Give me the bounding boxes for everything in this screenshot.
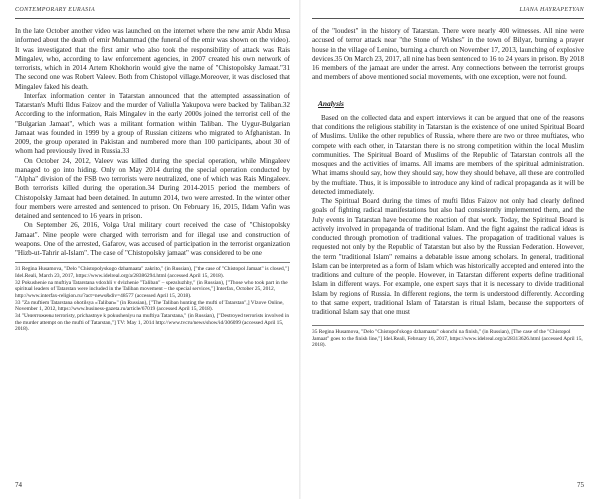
body-paragraph: The Spiritual Board during the times of mufti Ildus Faizov not only had clearly defined goals of fighting radical manifestations but also had consistently implemented them, and the July events in Tatarstan have become the reaction of that work. Today, the Spiritual Board is actively involved in propaganda of traditional Islam. And the fight against the radical ideas is conducted through promotion of traditional values. The propagation of traditional values is requested not only by the Republic of Tatarstan but also by the Russian Federation. However, the term "traditional Islam" remains a debatable issue among scholars. In general, traditional Islam can be interpreted as a form of Islam which was historically accepted and entered into the traditions and culture of the people. However, in Tatarstan different experts define traditional Islam in different ways. For example, one expert says that it is necessary to divide traditional Islam by regions of Russia. In different regions, the term is understood differently. According to that same expert, traditional Islam of Tatarstan is ritual Islam, because the supporters of traditional Islam say that one must — [312, 197, 584, 316]
section-heading-analysis: Analysis — [318, 98, 344, 108]
right-page — [300, 0, 600, 499]
footnote: 32 Pokushenie na muftiya Tatarstana vdoxhli v dvizhenie "Taliban" – spezsluzhby," (in Russian), ["Those who took part in the spiritual leaders of Tatarstan were included in the Taliban movement – the special services,"] Interfax, October 25, 2012, http://www.interfax-religion.ru/?act=news&div=48577 (accessed April 15, 2018). — [15, 279, 288, 299]
right-body-text — [312, 27, 584, 317]
left-footnotes — [15, 262, 290, 333]
page-number-right: 75 — [577, 481, 584, 489]
body-paragraph: of the "loudest" in the history of Tatarstan. There were nearly 400 witnesses. All nine were accused of terror attack near "the Stone of Wishes" in the town of Bilyar, burning a prayer house in the village of Lenino, burning a church on November 17, 2013, launching of explosive devices.35 On March 23, 2017, all nine has been sentenced to 16 to 24 years in prison. By 2018 16 members of the jamaat are under the arrest. Any connections between the terrorist groups and members of above mentioned social movements, with one exception, were not found. — [312, 27, 584, 82]
body-paragraph: On October 24, 2012, Valeev was killed during the special operation, while Mingaleev managed to go into hiding. Only on May 2014 during the special operation conducted by "Alpha" division of the FSB two terrorists were neutralized, one of which was Rais Mingaleev. Both terrorists killed during the operation.34 During 2014-2015 period the members of Chistopolsky Jamaat had been detained. In autumn 2014, two were arrested. In the winter other four members were arrested and sentenced to prison. On February 16, 2015, Ildam Vafin was detained and sentenced to 16 years in prison. — [15, 156, 290, 220]
body-paragraph: On September 26, 2016, Volga Ural military court received the case of "Chistopolsky Jamaat". Nine people were charged with terrorism and for illegal use and construction of weapons. One of the arrested, Gafarov, was accused of participation in the terrorist organization "Hizb-ut-Tahrir al-Islam". The case of "Chistopolsky jamaat" was considered to be one — [15, 221, 290, 257]
body-paragraph: Based on the collected data and expert interviews it can be argued that one of the reasons that conditions the religious stability in Tatarstan is the existence of one united Spiritual Board of Muslims. Unlike the other republics of Russia, where there are two or three muftiates, who compete with each other, in Tatarstan there is no strong competition within the local Muslim communities. The Spiritual Board of Muslims of the Republic of Tatarstan controls all the mosques and the activities of imams. All imams are members of the spiritual administration. What imams should say, how they should say, how they should behave, all these are controlled by the muftiate. Thus, it is impossible to introduce any kind of radical propaganda as it will be detected immediately. — [312, 113, 584, 196]
running-head-author: LIANA HAYRAPETYAN — [312, 6, 584, 19]
left-body-text — [15, 27, 290, 258]
page-number-left: 74 — [15, 481, 22, 489]
footnote: 31 Regina Husamova, "Delo "Chistopolyskogo dzhamaata" zakrito," (in Russian), ["the case of "Chistopol Jamaat" is closed,"] Idel.Reali, March 23, 2017, https://www.idelreal.org/a/28386294.html (accessed April 15, 2018). — [15, 266, 290, 279]
footnote: 34 "Uничтожены terroristy, prichastnye k pokusheniyu na muftiya Tatarstana," (in Russian), ["Destroyed terrorists involved in the murder attempt on the mufti of Tatarstan,"] TV: May 1, 2014 http://www.tvcru/news/show/id/306099 (accessed April 15, 2018). — [15, 313, 290, 333]
running-head-journal: CONTEMPORARY EURASIA — [15, 6, 290, 19]
body-paragraph: Interfax information center in Tatarstan announced that the attempted assassination of Tatarstan's Mufti Ildus Faizov and the murder of Valiulla Yakupova were backed by Taliban.32 According to the information, Rais Mingalev in the early 2000s joined the terrorist cell of the "Bulgarian Jamaat", which was a militant formation within Taliban. The Uygur-Bulgarian Jamaat was founded in 1999 by a group of Russian citizens who migrated to Afghanistan. In 2009, the group operated in Pakistan and numbered more than 100 participants, about 30 of whom had previously lived in Russia.33 — [15, 91, 290, 156]
footnote: 35 Regina Husamova, "Delo "Chistopol'skogo dzhamaata" okonchi na finish," (in Russian), [The case of the "Chistopol Jamaat" goes to the finish line,"] Idel.Reali, February 16, 2017, https://www.idelreal.org/a/28313626.html (accessed April 15, 2018). — [312, 329, 583, 349]
footnote: 33 "Za muftiem Tatarstana ohotilsya «Taliban»" (in Russian), ["The Taliban hunting the mufti of Tatarstan",] Vlzove Online, November 1, 2012, https://www.business-gazeta.ru/article/67019 (accessed April 15, 2018). — [15, 299, 284, 313]
right-footnotes — [312, 325, 584, 349]
body-paragraph: In the late October another video was launched on the internet where the new amir Abdu Musa informed about the death of emir Muhammad (the funeral of the emir was shown on the video). It was investigated that the first amir who also took the responsibility of attack was Rais Mingalev, who, according to law enforcement agencies, in 2007 created his own network of terrorists, which in 2014 Artem Khokhorin would give the name of "Chistopolsky Jamaat."31 The second one was Robert Valeev. Both from Chistopol village.Moreover, it was disclosed that Mingalev faked his death. — [15, 27, 290, 91]
